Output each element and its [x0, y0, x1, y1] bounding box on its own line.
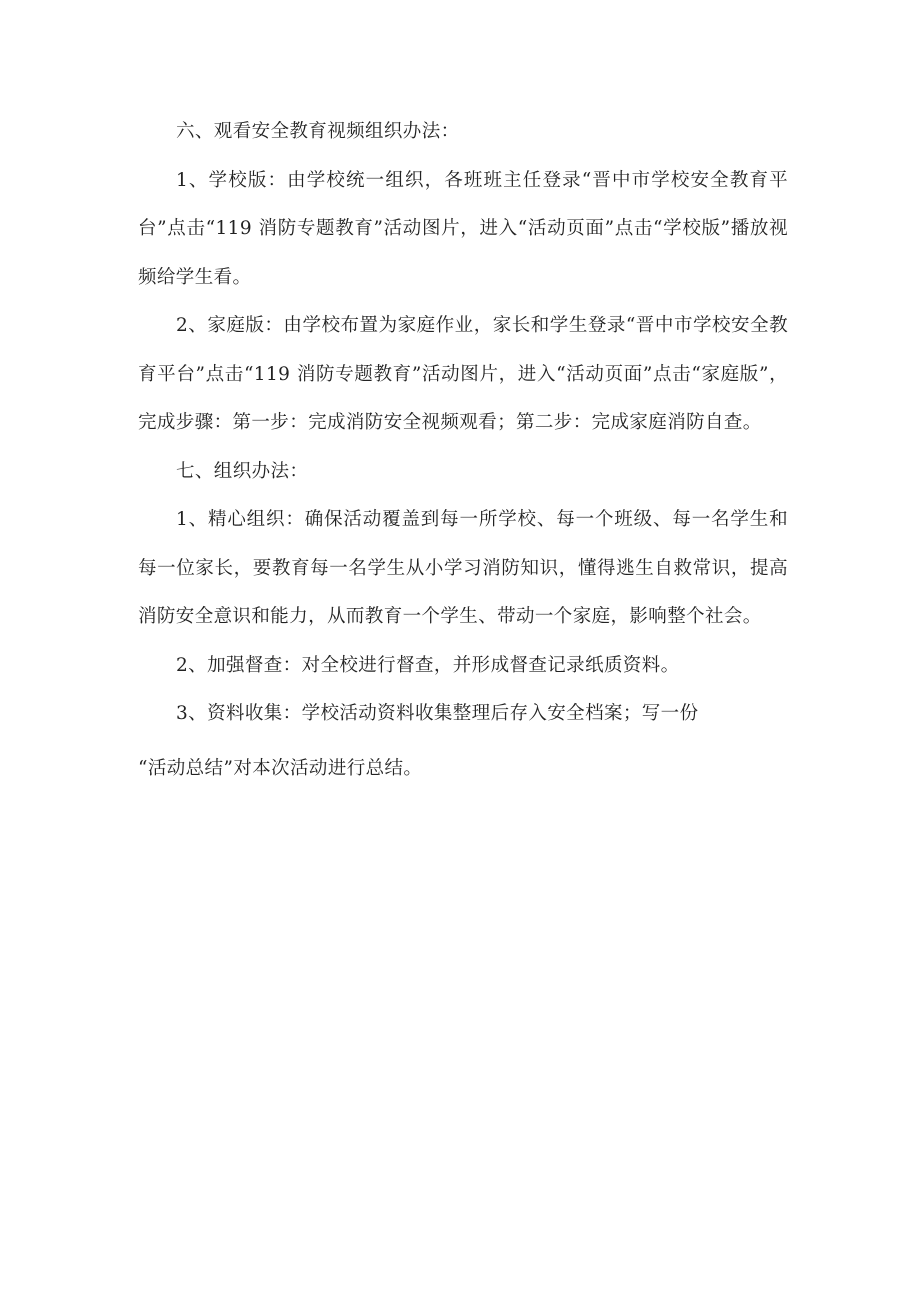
paragraph-supervision: 2、加强督查：对全校进行督查，并形成督查记录纸质资料。: [176, 654, 680, 676]
document-body: [138, 108, 788, 793]
paragraph-family-version: 2、家庭版：由学校布置为家庭作业，家长和学生登录“晋中市学校安全教育平台”点击“119 消防专题教育”活动图片，进入“活动页面”点击“家庭版”，完成步骤：第一步：完成消防安全视频观看；第二步：完成家庭消防自查。: [138, 315, 788, 433]
paragraph-data-collection: 3、资料收集：学校活动资料收集整理后存入安全档案；写一份: [176, 703, 699, 724]
paragraph-summary: “活动总结”对本次活动进行总结。: [138, 757, 423, 779]
section-heading-6: 六、观看安全教育视频组织办法：: [176, 121, 460, 142]
section-heading-7: 七、组织办法：: [176, 460, 309, 482]
paragraph-school-version: 1、学校版：由学校统一组织，各班班主任登录“晋中市学校安全教育平台”点击“119 消防专题教育”活动图片，进入“活动页面”点击“学校版”播放视频给学生看。: [138, 169, 788, 288]
paragraph-careful-organization: 1、精心组织：确保活动覆盖到每一所学校、每一个班级、每一名学生和每一位家长，要教育每一名学生从小学习消防知识，懂得逃生自救常识，提高消防安全意识和能力，从而教育一个学生、带动一个家庭，影响整个社会。: [138, 509, 788, 627]
